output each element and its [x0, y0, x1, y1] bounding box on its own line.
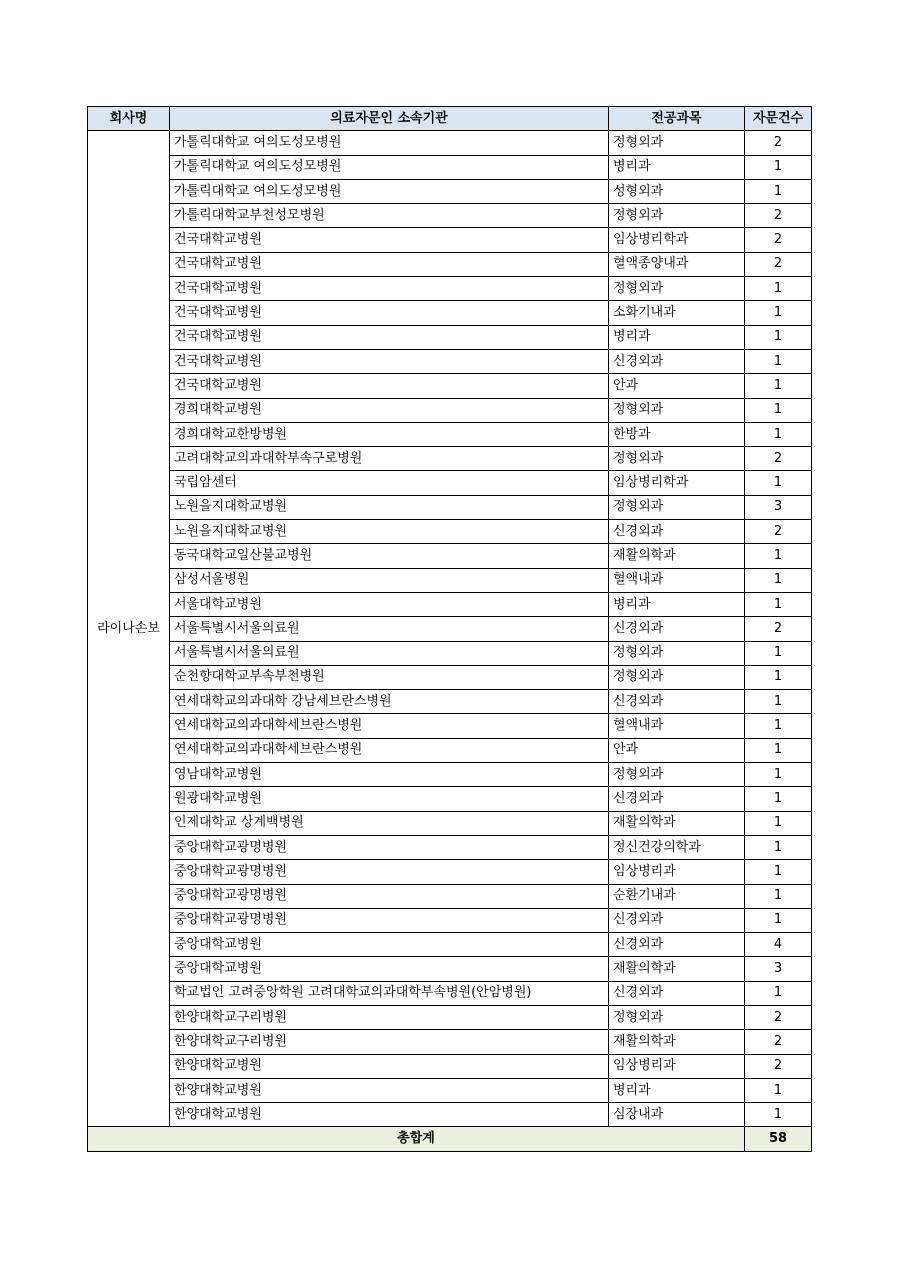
dept-cell: 소화기내과: [609, 301, 745, 325]
dept-cell: 신경외과: [609, 787, 745, 811]
org-cell: 원광대학교병원: [170, 787, 609, 811]
dept-cell: 혈액내과: [609, 568, 745, 592]
count-cell: 1: [745, 1103, 812, 1127]
dept-cell: 신경외과: [609, 908, 745, 932]
dept-cell: 임상병리과: [609, 1054, 745, 1078]
org-cell: 건국대학교병원: [170, 374, 609, 398]
table-row: [88, 155, 812, 179]
dept-cell: 재활의학과: [609, 811, 745, 835]
dept-cell: 병리과: [609, 325, 745, 349]
count-cell: 2: [745, 252, 812, 276]
org-cell: 경희대학교한방병원: [170, 422, 609, 446]
dept-cell: 병리과: [609, 1078, 745, 1102]
table-row: [88, 884, 812, 908]
dept-cell: 신경외과: [609, 617, 745, 641]
org-cell: 연세대학교의과대학 강남세브란스병원: [170, 690, 609, 714]
org-cell: 가톨릭대학교 여의도성모병원: [170, 155, 609, 179]
count-cell: 1: [745, 763, 812, 787]
header-org: 의료자문인 소속기관: [170, 107, 609, 131]
table-row: [88, 665, 812, 689]
count-cell: 1: [745, 738, 812, 762]
org-cell: 연세대학교의과대학세브란스병원: [170, 714, 609, 738]
dept-cell: 성형외과: [609, 179, 745, 203]
count-cell: 1: [745, 422, 812, 446]
table-row: [88, 617, 812, 641]
org-cell: 경희대학교병원: [170, 398, 609, 422]
table-row: [88, 228, 812, 252]
dept-cell: 신경외과: [609, 349, 745, 373]
table-row: [88, 204, 812, 228]
header-count: 자문건수: [745, 107, 812, 131]
total-label: 총합계: [88, 1127, 745, 1151]
org-cell: 가톨릭대학교부천성모병원: [170, 204, 609, 228]
org-cell: 영남대학교병원: [170, 763, 609, 787]
count-cell: 1: [745, 1078, 812, 1102]
count-cell: 1: [745, 908, 812, 932]
dept-cell: 정형외과: [609, 763, 745, 787]
org-cell: 건국대학교병원: [170, 228, 609, 252]
dept-cell: 정형외과: [609, 665, 745, 689]
count-cell: 2: [745, 1005, 812, 1029]
count-cell: 2: [745, 228, 812, 252]
total-value: 58: [745, 1127, 812, 1151]
company-cell: 라이나손보: [88, 131, 170, 1127]
table-row: [88, 422, 812, 446]
count-cell: 1: [745, 787, 812, 811]
count-cell: 1: [745, 714, 812, 738]
count-cell: 2: [745, 520, 812, 544]
count-cell: 1: [745, 155, 812, 179]
total-row: [88, 1127, 812, 1151]
header-row: [88, 107, 812, 131]
table-row: [88, 811, 812, 835]
dept-cell: 임상병리학과: [609, 228, 745, 252]
count-cell: 1: [745, 471, 812, 495]
dept-cell: 신경외과: [609, 933, 745, 957]
count-cell: 4: [745, 933, 812, 957]
dept-cell: 임상병리과: [609, 860, 745, 884]
table-row: [88, 471, 812, 495]
header-company: 회사명: [88, 107, 170, 131]
dept-cell: 신경외과: [609, 520, 745, 544]
org-cell: 건국대학교병원: [170, 301, 609, 325]
table-row: [88, 544, 812, 568]
count-cell: 1: [745, 374, 812, 398]
table-row: [88, 1054, 812, 1078]
org-cell: 한양대학교병원: [170, 1054, 609, 1078]
org-cell: 노원을지대학교병원: [170, 495, 609, 519]
table-row: [88, 787, 812, 811]
table-row: [88, 349, 812, 373]
count-cell: 1: [745, 179, 812, 203]
table-row: [88, 398, 812, 422]
count-cell: 1: [745, 349, 812, 373]
dept-cell: 순환기내과: [609, 884, 745, 908]
header-dept: 전공과목: [609, 107, 745, 131]
count-cell: 1: [745, 592, 812, 616]
count-cell: 1: [745, 325, 812, 349]
org-cell: 건국대학교병원: [170, 325, 609, 349]
table-row: [88, 860, 812, 884]
table-row: [88, 325, 812, 349]
org-cell: 인제대학교 상계백병원: [170, 811, 609, 835]
org-cell: 한양대학교병원: [170, 1103, 609, 1127]
table-row: [88, 495, 812, 519]
table-row: [88, 1103, 812, 1127]
org-cell: 중앙대학교광명병원: [170, 860, 609, 884]
dept-cell: 혈액내과: [609, 714, 745, 738]
table-row: [88, 374, 812, 398]
count-cell: 1: [745, 811, 812, 835]
org-cell: 건국대학교병원: [170, 277, 609, 301]
count-cell: 1: [745, 884, 812, 908]
org-cell: 한양대학교구리병원: [170, 1030, 609, 1054]
count-cell: 1: [745, 835, 812, 859]
org-cell: 중앙대학교광명병원: [170, 884, 609, 908]
count-cell: 2: [745, 617, 812, 641]
table-row: [88, 568, 812, 592]
table-row: [88, 301, 812, 325]
dept-cell: 정형외과: [609, 495, 745, 519]
org-cell: 국립암센터: [170, 471, 609, 495]
dept-cell: 정형외과: [609, 447, 745, 471]
table-row: [88, 447, 812, 471]
table-row: [88, 933, 812, 957]
dept-cell: 정형외과: [609, 131, 745, 155]
table-row: [88, 641, 812, 665]
count-cell: 1: [745, 981, 812, 1005]
org-cell: 학교법인 고려중앙학원 고려대학교의과대학부속병원(안암병원): [170, 981, 609, 1005]
dept-cell: 정형외과: [609, 641, 745, 665]
org-cell: 동국대학교일산불교병원: [170, 544, 609, 568]
dept-cell: 신경외과: [609, 981, 745, 1005]
table-row: [88, 763, 812, 787]
dept-cell: 재활의학과: [609, 544, 745, 568]
table-row: [88, 835, 812, 859]
dept-cell: 정신건강의학과: [609, 835, 745, 859]
dept-cell: 안과: [609, 738, 745, 762]
org-cell: 한양대학교구리병원: [170, 1005, 609, 1029]
org-cell: 중앙대학교광명병원: [170, 908, 609, 932]
dept-cell: 신경외과: [609, 690, 745, 714]
count-cell: 3: [745, 495, 812, 519]
count-cell: 1: [745, 641, 812, 665]
table-row: [88, 1030, 812, 1054]
table-row: [88, 277, 812, 301]
count-cell: 1: [745, 277, 812, 301]
table-row: [88, 592, 812, 616]
org-cell: 노원을지대학교병원: [170, 520, 609, 544]
advisory-table: [87, 106, 812, 1152]
count-cell: 2: [745, 447, 812, 471]
dept-cell: 심장내과: [609, 1103, 745, 1127]
org-cell: 중앙대학교광명병원: [170, 835, 609, 859]
dept-cell: 병리과: [609, 155, 745, 179]
table-row: [88, 520, 812, 544]
count-cell: 1: [745, 398, 812, 422]
org-cell: 순천향대학교부속부천병원: [170, 665, 609, 689]
count-cell: 1: [745, 301, 812, 325]
org-cell: 서울대학교병원: [170, 592, 609, 616]
count-cell: 3: [745, 957, 812, 981]
table-row: [88, 179, 812, 203]
org-cell: 가톨릭대학교 여의도성모병원: [170, 179, 609, 203]
count-cell: 1: [745, 690, 812, 714]
org-cell: 삼성서울병원: [170, 568, 609, 592]
table-row: [88, 1078, 812, 1102]
count-cell: 2: [745, 1054, 812, 1078]
count-cell: 2: [745, 204, 812, 228]
table-row: [88, 1005, 812, 1029]
org-cell: 중앙대학교병원: [170, 957, 609, 981]
org-cell: 고려대학교의과대학부속구로병원: [170, 447, 609, 471]
dept-cell: 한방과: [609, 422, 745, 446]
dept-cell: 정형외과: [609, 398, 745, 422]
table-row: [88, 957, 812, 981]
dept-cell: 재활의학과: [609, 1030, 745, 1054]
table-row: [88, 690, 812, 714]
table-row: [88, 252, 812, 276]
count-cell: 1: [745, 665, 812, 689]
count-cell: 1: [745, 544, 812, 568]
table-row: [88, 714, 812, 738]
dept-cell: 혈액종양내과: [609, 252, 745, 276]
org-cell: 건국대학교병원: [170, 349, 609, 373]
org-cell: 가톨릭대학교 여의도성모병원: [170, 131, 609, 155]
org-cell: 한양대학교병원: [170, 1078, 609, 1102]
org-cell: 건국대학교병원: [170, 252, 609, 276]
table-body: [88, 131, 812, 1127]
dept-cell: 병리과: [609, 592, 745, 616]
org-cell: 연세대학교의과대학세브란스병원: [170, 738, 609, 762]
dept-cell: 안과: [609, 374, 745, 398]
org-cell: 중앙대학교병원: [170, 933, 609, 957]
table-row: [88, 131, 812, 155]
dept-cell: 정형외과: [609, 1005, 745, 1029]
count-cell: 2: [745, 131, 812, 155]
dept-cell: 정형외과: [609, 277, 745, 301]
table-row: [88, 981, 812, 1005]
org-cell: 서울특별시서울의료원: [170, 641, 609, 665]
table-row: [88, 738, 812, 762]
dept-cell: 임상병리학과: [609, 471, 745, 495]
dept-cell: 정형외과: [609, 204, 745, 228]
org-cell: 서울특별시서울의료원: [170, 617, 609, 641]
count-cell: 1: [745, 860, 812, 884]
dept-cell: 재활의학과: [609, 957, 745, 981]
count-cell: 1: [745, 568, 812, 592]
count-cell: 2: [745, 1030, 812, 1054]
table-row: [88, 908, 812, 932]
